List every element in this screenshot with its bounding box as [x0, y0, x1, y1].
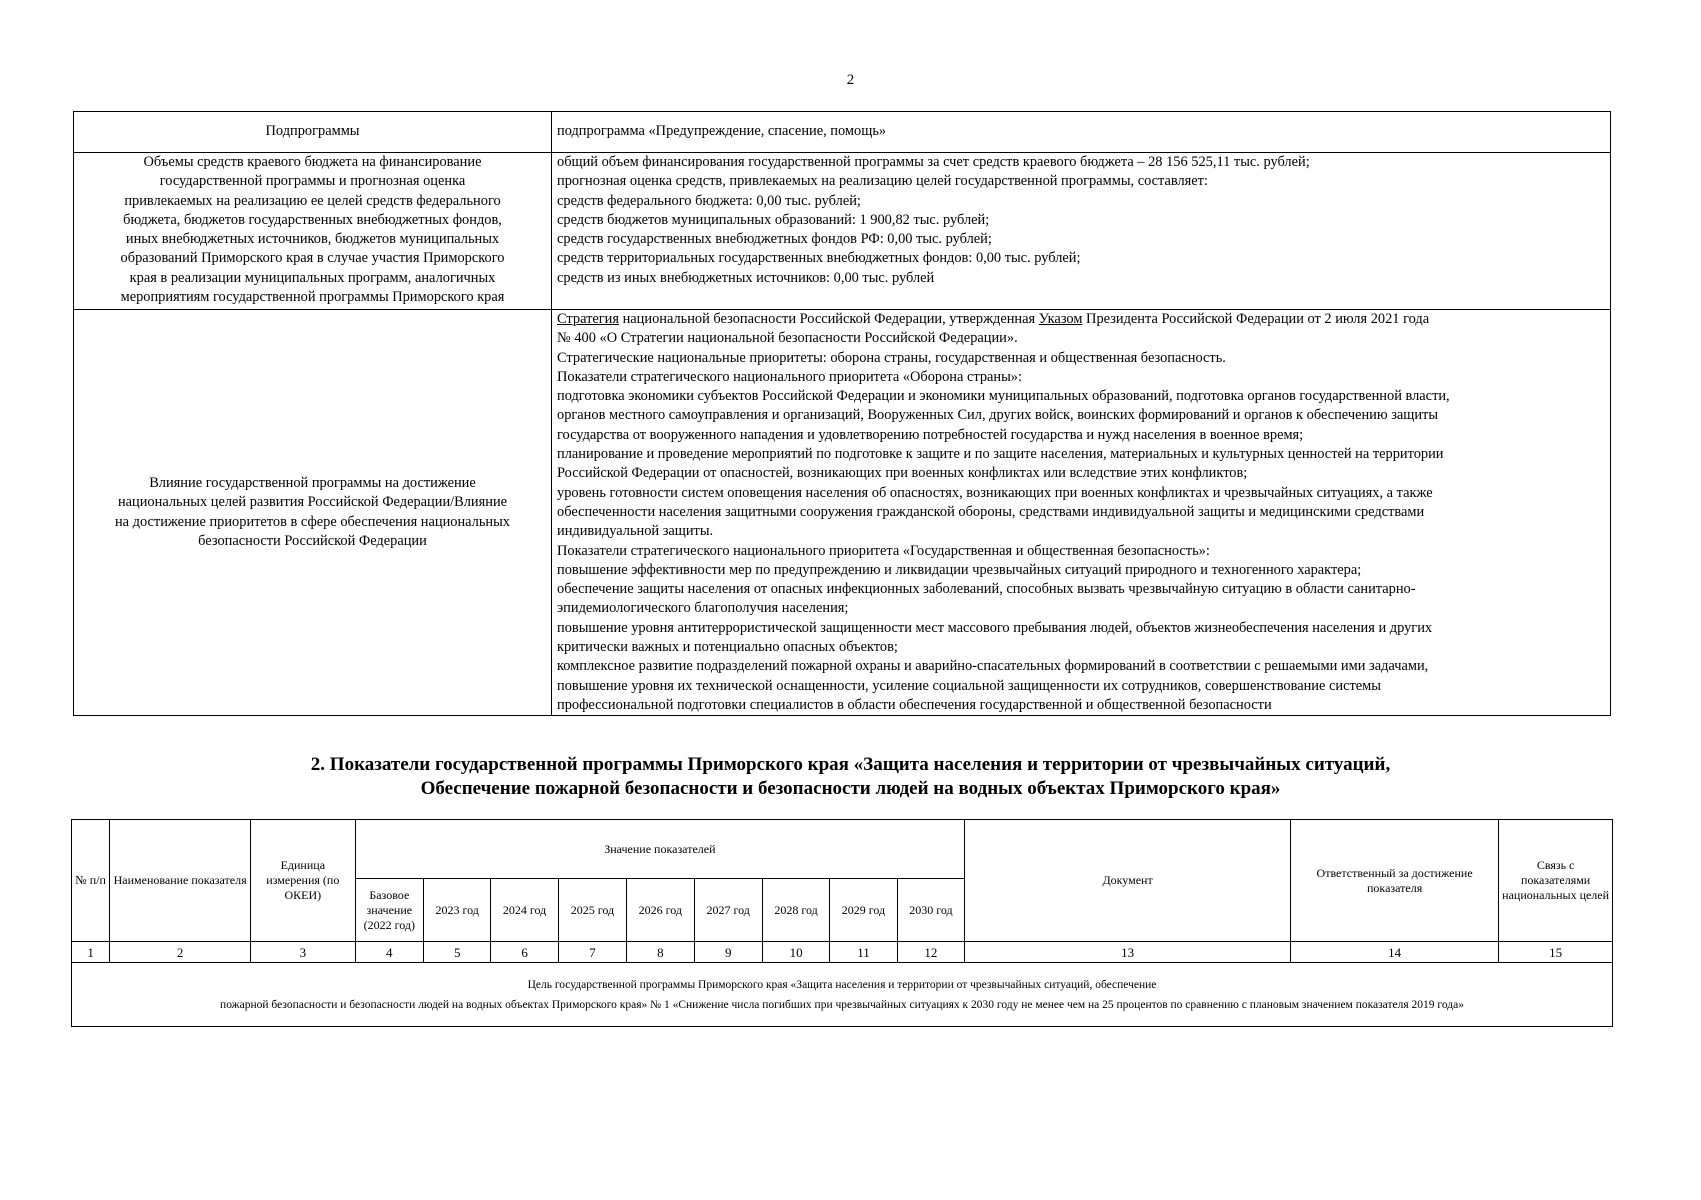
- col-header-link: Связь с показателями национальных целей: [1499, 820, 1613, 942]
- column-number-row: [72, 942, 1613, 963]
- budget-label: [74, 153, 552, 310]
- budget-value: [552, 153, 1611, 310]
- influence-value-line: индивидуальной защиты.: [557, 523, 714, 540]
- column-number: 7: [558, 942, 626, 963]
- influence-value-line: Стратегические национальные приоритеты: оборона страны, государственная и общественная безопасность.: [557, 349, 1226, 366]
- budget-label-line: мероприятиям государственной программы Приморского края: [120, 289, 505, 306]
- section-title-line: 2. Показатели государственной программы Приморского края «Защита населения и территории от чрезвычайных ситуаций,: [310, 754, 1391, 775]
- influence-label-line: национальных целей развития Российской Федерации/Влияние: [117, 494, 508, 511]
- passport-row-budget: [74, 153, 1611, 310]
- col-header-year: 2030 год: [897, 879, 965, 942]
- col-header-year: 2029 год: [830, 879, 897, 942]
- section-title-line: Обеспечение пожарной безопасности и безопасности людей на водных объектах Приморского края»: [420, 778, 1281, 799]
- column-number: 9: [694, 942, 762, 963]
- budget-value-line: общий объем финансирования государственной программы за счет средств краевого бюджета – 28 156 525,11 тыс. рублей;: [557, 154, 1310, 170]
- passport-row-influence: [74, 310, 1611, 716]
- subprograms-value: подпрограмма «Предупреждение, спасение, помощь»: [552, 112, 1611, 153]
- col-header-responsible: Ответственный за достижение показателя: [1291, 820, 1499, 942]
- column-number: 10: [762, 942, 829, 963]
- column-number: 1: [72, 942, 110, 963]
- column-number: 13: [965, 942, 1291, 963]
- column-number: 11: [830, 942, 897, 963]
- column-number: 2: [110, 942, 251, 963]
- col-header-year: 2025 год: [558, 879, 626, 942]
- col-header-unit: Единица измерения (по ОКЕИ): [251, 820, 356, 942]
- strategy-text: национальной безопасности Российской Федерации, утвержденная: [618, 311, 1039, 327]
- influence-value-line: обеспеченности населения защитными сооружения гражданской обороны, средствами индивидуальной защиты и медицинскими средствами: [557, 503, 1425, 520]
- influence-value-line: [557, 310, 1605, 329]
- column-number: 15: [1499, 942, 1613, 963]
- budget-label-line: государственной программы и прогнозная оценка: [159, 173, 466, 190]
- col-header-num: № п/п: [72, 820, 110, 942]
- influence-value-line: профессиональной подготовки специалистов в области обеспечения государственной и общественной безопасности: [557, 696, 1272, 713]
- influence-value-line: планирование и проведение мероприятий по подготовке к защите и по защите населения, материальных и культурных ценностей на территории: [557, 446, 1444, 463]
- column-number: 5: [424, 942, 491, 963]
- influence-value-line: государства от вооруженного нападения и удовлетворению потребностей государства и нужд населения в военное время;: [557, 426, 1304, 443]
- influence-label: [74, 310, 552, 716]
- indicators-table: [71, 819, 1613, 1027]
- page-number: 2: [846, 72, 855, 88]
- col-header-base: Базовое значение (2022 год): [355, 879, 423, 942]
- influence-value-line: критически важных и потенциально опасных объектов;: [557, 639, 898, 656]
- col-header-year: 2027 год: [694, 879, 762, 942]
- column-number: 8: [627, 942, 694, 963]
- influence-value-line: № 400 «О Стратегии национальной безопасности Российской Федерации».: [557, 330, 1018, 347]
- section-title: [0, 753, 1701, 801]
- budget-value-line: средств территориальных государственных внебюджетных фондов: 0,00 тыс. рублей;: [557, 250, 1081, 267]
- passport-row-subprograms: [74, 112, 1611, 153]
- influence-value: [552, 310, 1611, 716]
- influence-value-line: обеспечение защиты населения от опасных инфекционных заболеваний, способных вызвать чрезвычайную ситуацию в области санитарно-: [557, 581, 1416, 598]
- influence-value-line: уровень готовности систем оповещения населения об опасностях, возникающих при военных конфликтах и чрезвычайных ситуациях, а также: [557, 484, 1433, 501]
- budget-value-line: прогнозная оценка средств, привлекаемых на реализацию целей государственной программы, составляет:: [557, 173, 1208, 190]
- influence-value-line: Показатели стратегического национального приоритета «Государственная и общественная безопасность»:: [557, 542, 1210, 559]
- column-number: 3: [251, 942, 356, 963]
- decree-text: Президента Российской Федерации от 2 июля 2021 года: [1082, 311, 1430, 327]
- influence-value-line: повышение эффективности мер по предупреждению и ликвидации чрезвычайных ситуаций природного и техногенного характера;: [557, 561, 1362, 578]
- influence-value-line: Российской Федерации от опасностей, возникающих при военных конфликтах или вследствие этих конфликтов;: [557, 465, 1248, 482]
- budget-value-line: средств бюджетов муниципальных образований: 1 900,82 тыс. рублей;: [557, 211, 990, 228]
- col-header-document: Документ: [965, 820, 1291, 942]
- influence-label-line: Влияние государственной программы на достижение: [149, 475, 476, 492]
- col-header-values-group: Значение показателей: [355, 820, 965, 879]
- influence-value-line: повышение уровня антитеррористической защищенности мест массового пребывания людей, объектов жизнеобеспечения населения и других: [557, 619, 1433, 636]
- subprograms-label: Подпрограммы: [74, 112, 552, 153]
- column-number: 12: [897, 942, 965, 963]
- col-header-year: 2028 год: [762, 879, 829, 942]
- col-header-year: 2026 год: [627, 879, 694, 942]
- column-number: 4: [355, 942, 423, 963]
- budget-label-line: образований Приморского края в случае участия Приморского: [120, 250, 505, 267]
- budget-label-line: иных внебюджетных источников, бюджетов муниципальных: [125, 231, 500, 248]
- influence-value-line: органов местного самоуправления и организаций, Вооруженных Сил, других войск, воинских формирований и органов к обеспечению защиты: [557, 407, 1439, 424]
- indicators-header-row: [72, 820, 1613, 879]
- goal-text-line: Цель государственной программы Приморского края «Защита населения и территории от чрезвычайных ситуаций, обеспечение: [527, 978, 1157, 991]
- column-number: 14: [1291, 942, 1499, 963]
- budget-label-line: привлекаемых на реализацию ее целей средств федерального: [124, 192, 501, 209]
- strategy-link[interactable]: Стратегия: [557, 311, 619, 327]
- decree-link[interactable]: Указом: [1038, 311, 1083, 327]
- goal-cell: [72, 963, 1613, 1027]
- budget-value-line: средств из иных внебюджетных источников: 0,00 тыс. рублей: [557, 269, 935, 286]
- col-header-year: 2023 год: [424, 879, 491, 942]
- influence-value-line: повышение уровня их технической оснащенности, усиление социальной защищенности их сотрудников, совершенствование системы: [557, 677, 1381, 694]
- influence-label-line: на достижение приоритетов в сфере обеспечения национальных: [114, 513, 510, 530]
- col-header-year: 2024 год: [491, 879, 558, 942]
- influence-value-line: подготовка экономики субъектов Российской Федерации и экономики муниципальных образований, подготовка органов государственной власти,: [557, 388, 1450, 405]
- budget-label-line: бюджета, бюджетов государственных внебюджетных фондов,: [123, 211, 502, 228]
- program-passport-table: [73, 111, 1611, 716]
- budget-value-line: средств государственных внебюджетных фондов РФ: 0,00 тыс. рублей;: [557, 231, 992, 248]
- budget-label-line: Объемы средств краевого бюджета на финансирование: [143, 154, 482, 170]
- goal-row: [72, 963, 1613, 1027]
- column-number: 6: [491, 942, 558, 963]
- col-header-name: Наименование показателя: [110, 820, 251, 942]
- budget-label-line: края в реализации муниципальных программ, аналогичных: [129, 269, 496, 286]
- influence-label-line: безопасности Российской Федерации: [198, 532, 427, 549]
- influence-value-line: Показатели стратегического национального приоритета «Оборона страны»:: [557, 368, 1022, 385]
- goal-text-line: пожарной безопасности и безопасности людей на водных объектах Приморского края» № 1 «Снижение числа погибших при чрезвычайных ситуациях к 2030 году не менее чем на 25 процентов по сравнению с плановым значением показателя 2019 года»: [220, 998, 1464, 1011]
- influence-value-line: комплексное развитие подразделений пожарной охраны и аварийно-спасательных формирований в соответствии с решаемыми ими задачами,: [557, 658, 1429, 675]
- influence-value-line: эпидемиологического благополучия населения;: [557, 600, 849, 617]
- budget-value-line: средств федерального бюджета: 0,00 тыс. рублей;: [557, 192, 861, 209]
